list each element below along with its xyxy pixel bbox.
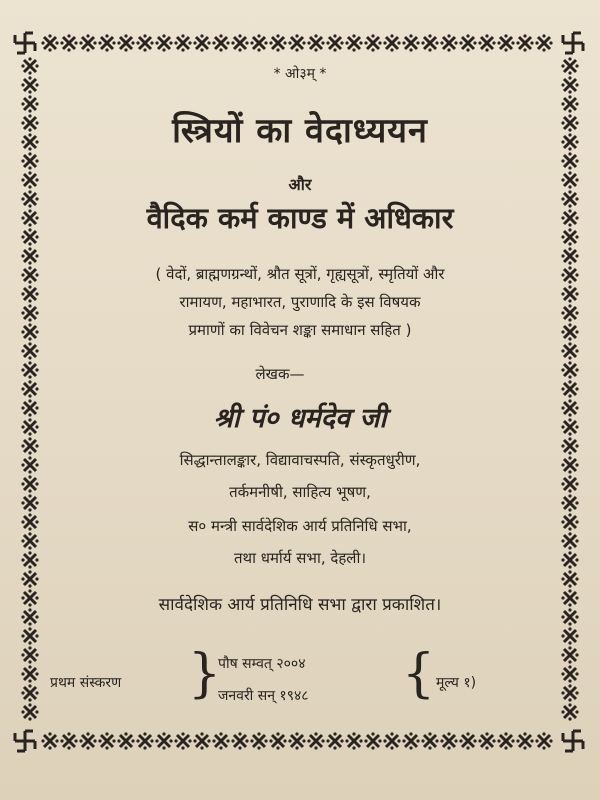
cross-flower-ornament-icon [79,34,96,51]
cross-flower-ornament-icon [21,589,38,606]
cross-flower-ornament-icon [21,209,38,226]
cross-flower-ornament-icon [21,665,38,682]
cross-flower-ornament-icon [561,76,578,93]
cross-flower-ornament-icon [193,732,210,749]
publisher-line: सार्वदेशिक आर्य प्रतिनिधि सभा द्वारा प्रकाशित। [158,595,442,615]
author-qualification-2: तर्कमनीषी, साहित्य भूषण, [229,483,371,501]
swastika-icon [560,728,586,754]
bottom-ornamental-border [40,728,560,754]
cross-flower-ornament-icon [561,437,578,454]
cross-flower-ornament-icon [21,475,38,492]
cross-flower-ornament-icon [561,323,578,340]
cross-flower-ornament-icon [561,475,578,492]
cross-flower-ornament-icon [174,34,191,51]
cross-flower-ornament-icon [383,34,400,51]
author-qualification-1: सिद्धान्तालङ्कार, विद्यावाचस्पति, संस्कृतधुरीण, [179,451,421,469]
cross-flower-ornament-icon [516,34,533,51]
cross-flower-ornament-icon [402,34,419,51]
cross-flower-ornament-icon [21,114,38,131]
cross-flower-ornament-icon [459,732,476,749]
left-brace: } [188,644,222,704]
cross-flower-ornament-icon [288,732,305,749]
cross-flower-ornament-icon [21,342,38,359]
publication-year-date: जनवरी सन् १९४८ [218,688,309,704]
cross-flower-ornament-icon [98,732,115,749]
right-brace: { [402,644,436,704]
cross-flower-ornament-icon [231,34,248,51]
cross-flower-ornament-icon [561,247,578,264]
cross-flower-ornament-icon [21,95,38,112]
description-line-1: ( वेदों, ब्राह्मणग्रन्थों, श्रौत सूत्रों, गृह्यसूत्रों, स्मृतियों और [155,265,445,283]
cross-flower-ornament-icon [364,732,381,749]
cross-flower-ornament-icon [21,304,38,321]
cross-flower-ornament-icon [21,399,38,416]
price-label: मूल्य १) [436,675,477,691]
cross-flower-ornament-icon [21,532,38,549]
cross-flower-ornament-icon [383,732,400,749]
cross-flower-ornament-icon [98,34,115,51]
cross-flower-ornament-icon [561,304,578,321]
cross-flower-ornament-icon [250,732,267,749]
cross-flower-ornament-icon [345,34,362,51]
cross-flower-ornament-icon [21,190,38,207]
cross-flower-ornament-icon [269,34,286,51]
cross-flower-ornament-icon [307,732,324,749]
cross-flower-ornament-icon [561,266,578,283]
book-title: स्त्रियों का वेदाध्ययन [172,111,428,151]
cross-flower-ornament-icon [21,703,38,720]
right-ornamental-border [556,56,584,728]
cross-flower-ornament-icon [155,732,172,749]
cross-flower-ornament-icon [250,34,267,51]
cross-flower-ornament-icon [21,646,38,663]
cross-flower-ornament-icon [561,589,578,606]
cross-flower-ornament-icon [21,171,38,188]
cross-flower-ornament-icon [21,247,38,264]
cross-flower-ornament-icon [21,456,38,473]
cross-flower-ornament-icon [21,133,38,150]
cross-flower-ornament-icon [174,732,191,749]
om-heading: * ओ३म् * [273,66,327,82]
cross-flower-ornament-icon [21,684,38,701]
cross-flower-ornament-icon [21,513,38,530]
cross-flower-ornament-icon [155,34,172,51]
cross-flower-ornament-icon [561,133,578,150]
cross-flower-ornament-icon [60,34,77,51]
cross-flower-ornament-icon [561,190,578,207]
cross-flower-ornament-icon [21,418,38,435]
cross-flower-ornament-icon [459,34,476,51]
cross-flower-ornament-icon [21,361,38,378]
cross-flower-ornament-icon [561,209,578,226]
swastika-icon [12,728,38,754]
cross-flower-ornament-icon [440,732,457,749]
cross-flower-ornament-icon [421,34,438,51]
cross-flower-ornament-icon [561,418,578,435]
cross-flower-ornament-icon [345,732,362,749]
cross-flower-ornament-icon [21,494,38,511]
cross-flower-ornament-icon [21,627,38,644]
cross-flower-ornament-icon [421,732,438,749]
cross-flower-ornament-icon [41,732,58,749]
cross-flower-ornament-icon [326,732,343,749]
description-line-3: प्रमाणों का विवेचन शङ्का समाधान सहित ) [188,321,412,339]
cross-flower-ornament-icon [440,34,457,51]
cross-flower-ornament-icon [516,732,533,749]
cross-flower-ornament-icon [561,627,578,644]
cross-flower-ornament-icon [561,456,578,473]
cross-flower-ornament-icon [231,732,248,749]
cross-flower-ornament-icon [561,228,578,245]
cross-flower-ornament-icon [288,34,305,51]
cross-flower-ornament-icon [212,732,229,749]
cross-flower-ornament-icon [561,95,578,112]
cross-flower-ornament-icon [561,513,578,530]
author-label: लेखक— [255,365,305,383]
cross-flower-ornament-icon [561,57,578,74]
cross-flower-ornament-icon [21,57,38,74]
cross-flower-ornament-icon [21,266,38,283]
cross-flower-ornament-icon [561,285,578,302]
top-ornamental-border [40,30,560,56]
cross-flower-ornament-icon [21,437,38,454]
author-qualification-4: तथा धर्मार्य सभा, देहली। [233,549,367,567]
cross-flower-ornament-icon [497,34,514,51]
title-page-content [50,58,550,726]
cross-flower-ornament-icon [535,34,552,51]
cross-flower-ornament-icon [561,665,578,682]
cross-flower-ornament-icon [402,732,419,749]
cross-flower-ornament-icon [561,361,578,378]
title-connector: और [288,175,312,194]
cross-flower-ornament-icon [193,34,210,51]
cross-flower-ornament-icon [478,34,495,51]
cross-flower-ornament-icon [21,152,38,169]
cross-flower-ornament-icon [561,152,578,169]
book-subtitle: वैदिक कर्म काण्ड में अधिकार [146,201,454,235]
cross-flower-ornament-icon [561,551,578,568]
cross-flower-ornament-icon [326,34,343,51]
cross-flower-ornament-icon [561,171,578,188]
cross-flower-ornament-icon [21,570,38,587]
cross-flower-ornament-icon [535,732,552,749]
edition-label: प्रथम संस्करण [50,675,122,691]
cross-flower-ornament-icon [136,34,153,51]
cross-flower-ornament-icon [21,608,38,625]
cross-flower-ornament-icon [478,732,495,749]
swastika-icon [560,30,586,56]
cross-flower-ornament-icon [561,608,578,625]
cross-flower-ornament-icon [561,570,578,587]
left-ornamental-border [16,56,44,728]
cross-flower-ornament-icon [117,34,134,51]
cross-flower-ornament-icon [41,34,58,51]
cross-flower-ornament-icon [21,323,38,340]
cross-flower-ornament-icon [561,114,578,131]
cross-flower-ornament-icon [269,732,286,749]
cross-flower-ornament-icon [561,494,578,511]
cross-flower-ornament-icon [21,380,38,397]
cross-flower-ornament-icon [497,732,514,749]
author-qualification-3: स० मन्त्री सार्वदेशिक आर्य प्रतिनिधि सभा, [188,517,412,535]
cross-flower-ornament-icon [561,342,578,359]
cross-flower-ornament-icon [21,228,38,245]
cross-flower-ornament-icon [307,34,324,51]
cross-flower-ornament-icon [21,76,38,93]
publication-samvat-date: पौष सम्वत् २००४ [218,656,306,672]
cross-flower-ornament-icon [561,532,578,549]
cross-flower-ornament-icon [561,684,578,701]
author-name: श्री पं० धर्मदेव जी [213,403,387,434]
cross-flower-ornament-icon [136,732,153,749]
swastika-icon [12,30,38,56]
cross-flower-ornament-icon [117,732,134,749]
cross-flower-ornament-icon [561,399,578,416]
cross-flower-ornament-icon [21,285,38,302]
cross-flower-ornament-icon [21,551,38,568]
cross-flower-ornament-icon [561,703,578,720]
cross-flower-ornament-icon [561,380,578,397]
description-line-2: रामायण, महाभारत, पुराणादि के इस विषयक [179,293,421,311]
cross-flower-ornament-icon [212,34,229,51]
cross-flower-ornament-icon [561,646,578,663]
cross-flower-ornament-icon [364,34,381,51]
cross-flower-ornament-icon [60,732,77,749]
cross-flower-ornament-icon [79,732,96,749]
